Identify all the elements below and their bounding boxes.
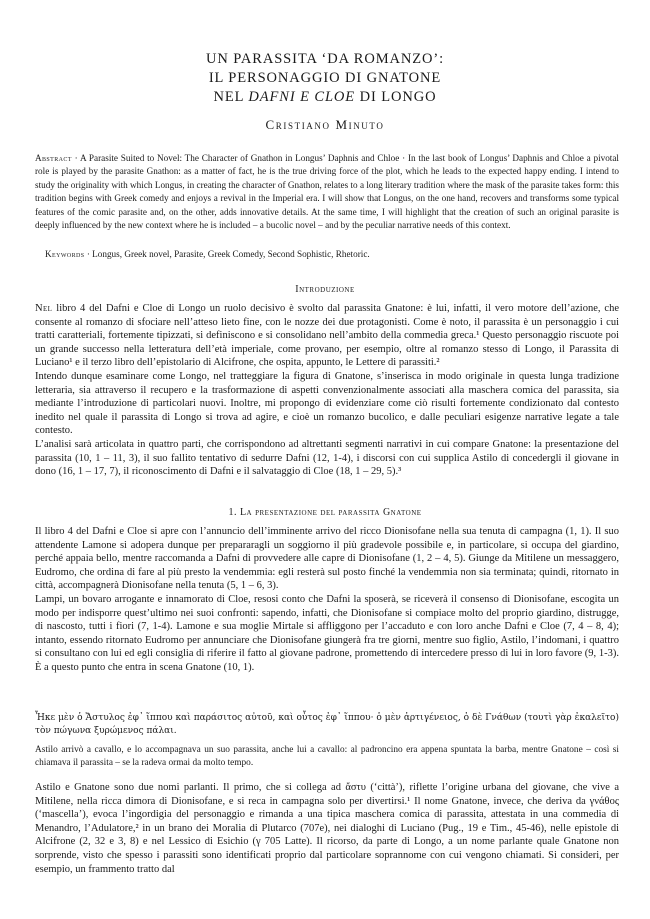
title-line-1: UN PARASSITA ‘DA ROMANZO’: <box>205 51 445 67</box>
keywords-text: · Longus, Greek novel, Parasite, Greek Comedy, Second Sophistic, Rhetoric. <box>84 249 370 259</box>
abstract-label: Abstract <box>35 153 72 163</box>
title-line-3 <box>0 88 650 107</box>
article-title <box>0 50 650 107</box>
intro-paragraph-2: Intendo dunque esaminare come Longo, nel tratteggiare la figura di Gnatone, s’inserisca in modo originale in questa lunga tradizione letteraria, sia attraverso il recupero e la trasformazione di aspetti convenzionalmente associati alla maschera comica del parassita, sia mediante l’introduzione di particolari nuovi. Inoltre, mi propongo di evidenziare come ciò risulti fortemente condizionato dal contesto inedito nel quale il parassita di Longo si trova ad agire, e cioè un romanzo bucolico, e dalle peculiari esigenze narrative legate a tale contesto. <box>35 370 619 437</box>
intro-paragraph-1 <box>35 302 619 370</box>
title-line-3-post: DI LONGO <box>355 89 437 105</box>
intro-lead: Nel <box>35 303 53 314</box>
intro-paragraph-1-text: libro 4 del Dafni e Cloe di Longo un ruolo decisivo è svolto dal parassita Gnatone: è lui, infatti, il vero motore dell’azione, che consente al romanzo di sfociare nell’atteso lieto fine, con le nozze dei due protagonisti. Come è noto, il parassita è un personaggio i cui tratti caratteriali, fortemente tipizzati, si definiscono e si consolidano nell’ambito della commedia greca.¹ Questo personaggio riscuote poi un grande successo nella letteratura dell’età imperiale, come provano, per esempio, oltre al romanzo stesso di Longo, il Parassita di Luciano¹ e il terzo libro dell’epistolario di Alcifrone, che ospita, appunto, le Lettere di parassiti.² <box>35 303 619 369</box>
greek-quotation <box>35 712 619 737</box>
section-heading-introduction: Introduzione <box>295 284 355 295</box>
intro-paragraph-3: L’analisi sarà articolata in quattro parti, che corrispondono ad altrettanti segmenti narrativi in cui compare Gnatone: la presentazione del parassita (10, 1 – 11, 3), il suo fallito tentativo di sedurre Dafni (12, 1-4), i discorsi con cui supplica Astilo di concedergli il giovane in dono (16, 1 – 17, 7), il riconoscimento di Dafni e il salvataggio di Cloe (18, 1 – 29, 5).³ <box>35 438 619 478</box>
introduction-body <box>35 302 619 479</box>
title-line-3-italic: DAFNI E CLOE <box>248 89 356 105</box>
section-1-body <box>35 525 619 675</box>
section-1-paragraph-3: Astilo e Gnatone sono due nomi parlanti. Il primo, che si collega ad ἄστυ (‘città’), riflette l’origine urbana del giovane, che vive a Mitilene, nella ricca dimora di Dionisofane, e si reca in campagna solo per divertirsi.¹ Il nome Gnatone, invece, che deriva da γνάθος (‘mascella’), evoca l’ingordigia del personaggio e rimanda a una tipica maschera comica di parassita, attestata in una commedia di Menandro, l’Adulatore,² in un brano dei Moralia di Plutarco (707e), nei dialoghi di Luciano (Pug., 19 e Tim., 45-46), nelle epistole di Alcifrone (2, 32 e 3, 8) e nel Lessico di Esichio (γ 705 Latte). Il ricorso, da parte di Longo, a un nome parlante quale Gnatone non sorprende, visto che spesso i parassiti sono identificati proprio dal particolare soprannome con cui vengono chiamati. Si consideri, per esempio, un frammento tratto dal <box>35 782 619 875</box>
title-line-2: IL PERSONAGGIO DI GNATONE <box>208 70 442 86</box>
keywords <box>45 248 620 261</box>
section-1-body-continued <box>35 781 619 876</box>
quotation-translation <box>35 744 619 769</box>
author-name: Cristiano Minuto <box>265 117 385 132</box>
section-1-paragraph-1: Il libro 4 del Dafni e Cloe si apre con l’annuncio dell’imminente arrivo del ricco Dionisofane nella sua tenuta di campagna (1, 1). Il suo attendente Lamone si adopera dunque per prepararagli un soggiorno il più gradevole possibile e, in particolare, si occupa del giardino, perché appaia bello, mentre raccomanda a Dafni di provvedere alle capre di Dionisofane (1, 2 – 4, 5). Giunge da Mitilene un messaggero, Eudromo, che ordina di fare al più presto la vendemmia: egli resterà sul posto finché la vendemmia non sia terminata; quindi, ritornato in città, accompagnerà Dionisofane nella tenuta (5, 1 – 6, 3). <box>35 526 619 592</box>
section-1-paragraph-2: Lampi, un bovaro arrogante e innamorato di Cloe, resosi conto che Dafni la sposerà, se riceverà il consenso di Dionisofane, escogita un modo per indisporre quest’ultimo nei suoi confronti: sapendo, infatti, che Dionisofane si compiace molto del proprio giardino, distrugge, di nascosto, tutti i fiori (7, 1-4). Lamone e sua moglie Mirtale si affliggono per l’accaduto e con loro anche Dafni e Cloe (7, 4 – 8, 4); intanto, essendo ritornato Eudromo per annunciare che Dionisofane giungerà fra tre giorni, mentre suo figlio, Astilo, l’indomani, i quattro si consultano con lui ed egli consiglia di riferire il fatto al giovane padrone, promettendo di intercedere presso di lui in loro favore (9, 1-3). È a questo punto che entra in scena Gnatone (10, 1). <box>35 593 619 673</box>
title-line-3-pre: NEL <box>213 89 249 105</box>
abstract-text: · A Parasite Suited to Novel: The Character of Gnathon in Longus’ Daphnis and Chloe · In the last book of Longus’ Daphnis and Chloe a pivotal role is played by the parasite Gnathon: as a matter of fact, he is the true driving force of the plot, which he leads to the expected happy ending. I intend to study the originality with which Longus, in creating the character of Gnathon, relates to a long literary tradition where the mask of the parasite takes form: this tradition begins with Greek comedy and enjoys a revival in the Imperial era. I will show that Longus, on the one hand, recovers and transforms some typical features of the comic parasite and, on the other, adds innovative details. At the same time, I will highlight that the creation of such an original parasite is deeply influenced by the new context where he is included – a bucolic novel – and by the peculiar narrative needs of this context. <box>35 153 619 231</box>
translation-text: Astilo arrivò a cavallo, e lo accompagnava un suo parassita, anche lui a cavallo: al padroncino era appena spuntata la barba, mentre Gnatone – così si chiamava il parassita – se la radeva ormai da molto tempo. <box>35 745 619 768</box>
keywords-label: Keywords <box>45 249 85 259</box>
abstract <box>35 152 619 232</box>
greek-text: Ἧκε μὲν ὁ Ἄστυλος ἐφ᾽ ἵππου καὶ παράσιτος αὐτοῦ, καὶ οὗτος ἐφ᾽ ἵππου· ὁ μὲν ἀρτιγένειος, ὁ δὲ Γνάθων (τουτὶ γὰρ ἐκαλεῖτο) τὸν πώγωνα ξυρώμενος πάλαι. <box>35 713 619 736</box>
section-heading-1: 1. La presentazione del parassita Gnatone <box>228 507 422 518</box>
